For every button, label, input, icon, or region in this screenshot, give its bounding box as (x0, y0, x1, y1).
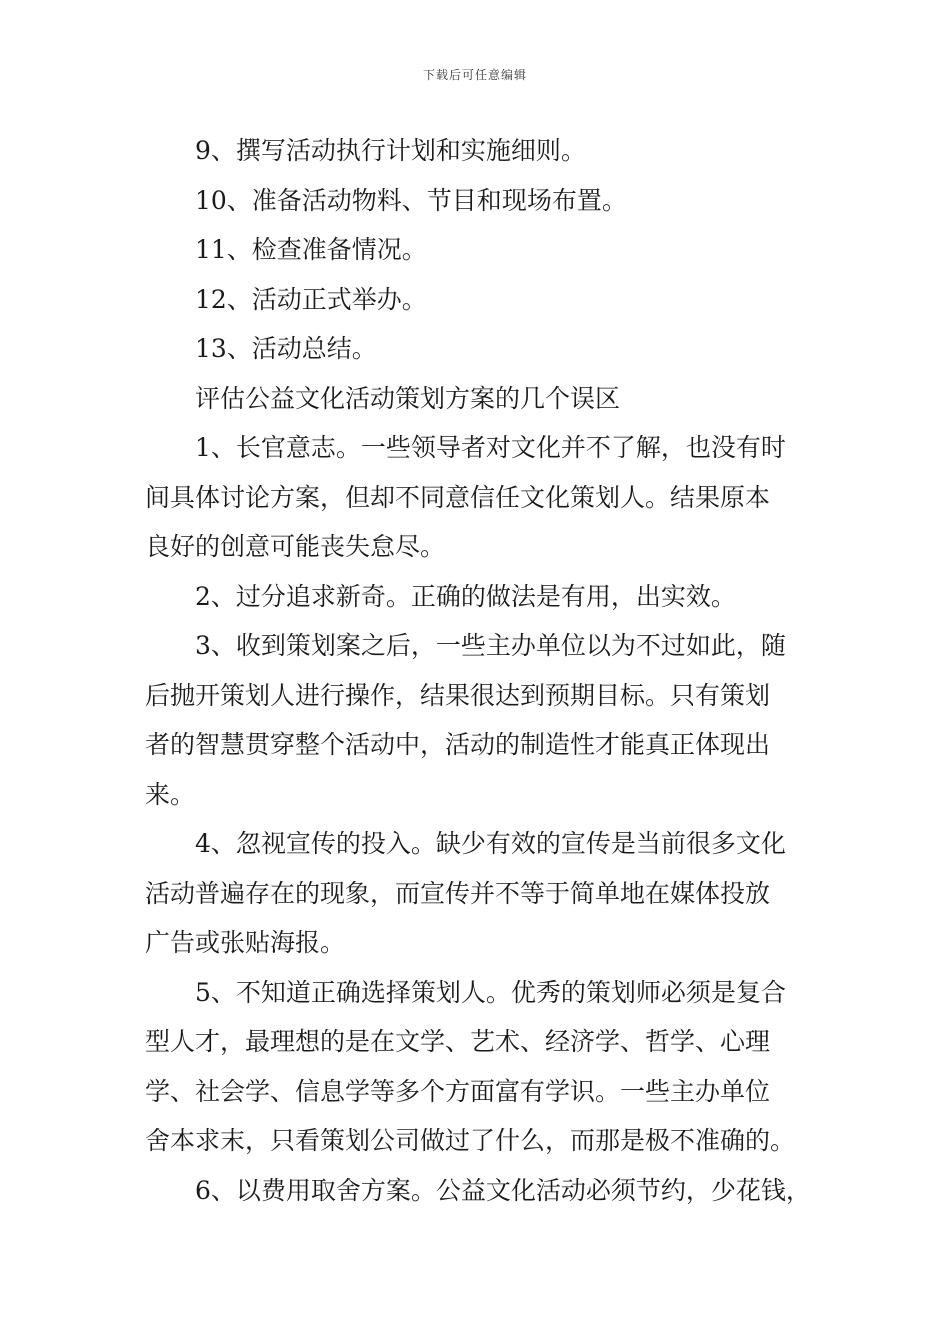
misconception-item-1 (145, 423, 807, 572)
paragraph-line: 舍本求末，只看策划公司做过了什么，而那是极不准确的。 (145, 1126, 796, 1155)
paragraph-line: 6、以费用取舍方案。公益文化活动必须节约，少花钱， (195, 1175, 811, 1205)
paragraph-line: 1、长官意志。一些领导者对文化并不了解，也没有时 (195, 433, 786, 462)
paragraph-line: 学、社会学、信息学等多个方面富有学识。一些主办单位 (145, 1076, 771, 1106)
paragraph-line: 者的智慧贯穿整个活动中，活动的制造性才能真正体现出 (145, 730, 771, 759)
paragraph-line: 3、收到策划案之后，一些主办单位以为不过如此，随 (195, 631, 786, 660)
step-item: 13、活动总结。 (195, 334, 377, 363)
misconception-item-5 (145, 968, 807, 1166)
step-item: 11、检查准备情况。 (195, 235, 427, 264)
paragraph-line: 良好的创意可能丧失怠尽。 (145, 532, 446, 561)
paragraph-line: 来。 (145, 779, 196, 809)
paragraph-line: 活动普遍存在的现象，而宣传并不等于简单地在媒体投放 (145, 878, 771, 908)
page-header-note: 下载后可任意编辑 (422, 68, 527, 82)
paragraph-line: 型人才，最理想的是在文学、艺术、经济学、哲学、心理 (145, 1027, 771, 1056)
section-title: 评估公益文化活动策划方案的几个误区 (195, 383, 621, 413)
misconception-item-4 (145, 819, 807, 968)
step-item: 12、活动正式举办。 (195, 284, 427, 314)
document-body (145, 126, 811, 1215)
paragraph-line: 2、过分追求新奇。正确的做法是有用，出实效。 (195, 581, 736, 611)
step-item: 9、撰写活动执行计划和实施细则。 (195, 136, 586, 165)
paragraph-line: 5、不知道正确选择策划人。优秀的策划师必须是复合 (195, 977, 786, 1007)
misconception-item-6 (145, 1166, 811, 1216)
step-item: 10、准备活动物料、节目和现场布置。 (195, 185, 627, 215)
paragraph-line: 后抛开策划人进行操作，结果很达到预期目标。只有策划 (145, 680, 771, 710)
misconception-item-2 (145, 572, 807, 622)
misconception-item-3 (145, 621, 807, 819)
paragraph-line: 广告或张贴海报。 (145, 928, 346, 957)
paragraph-line: 4、忽视宣传的投入。缺少有效的宣传是当前很多文化 (195, 829, 786, 858)
paragraph-line: 间具体讨论方案，但却不同意信任文化策划人。结果原本 (145, 482, 771, 512)
